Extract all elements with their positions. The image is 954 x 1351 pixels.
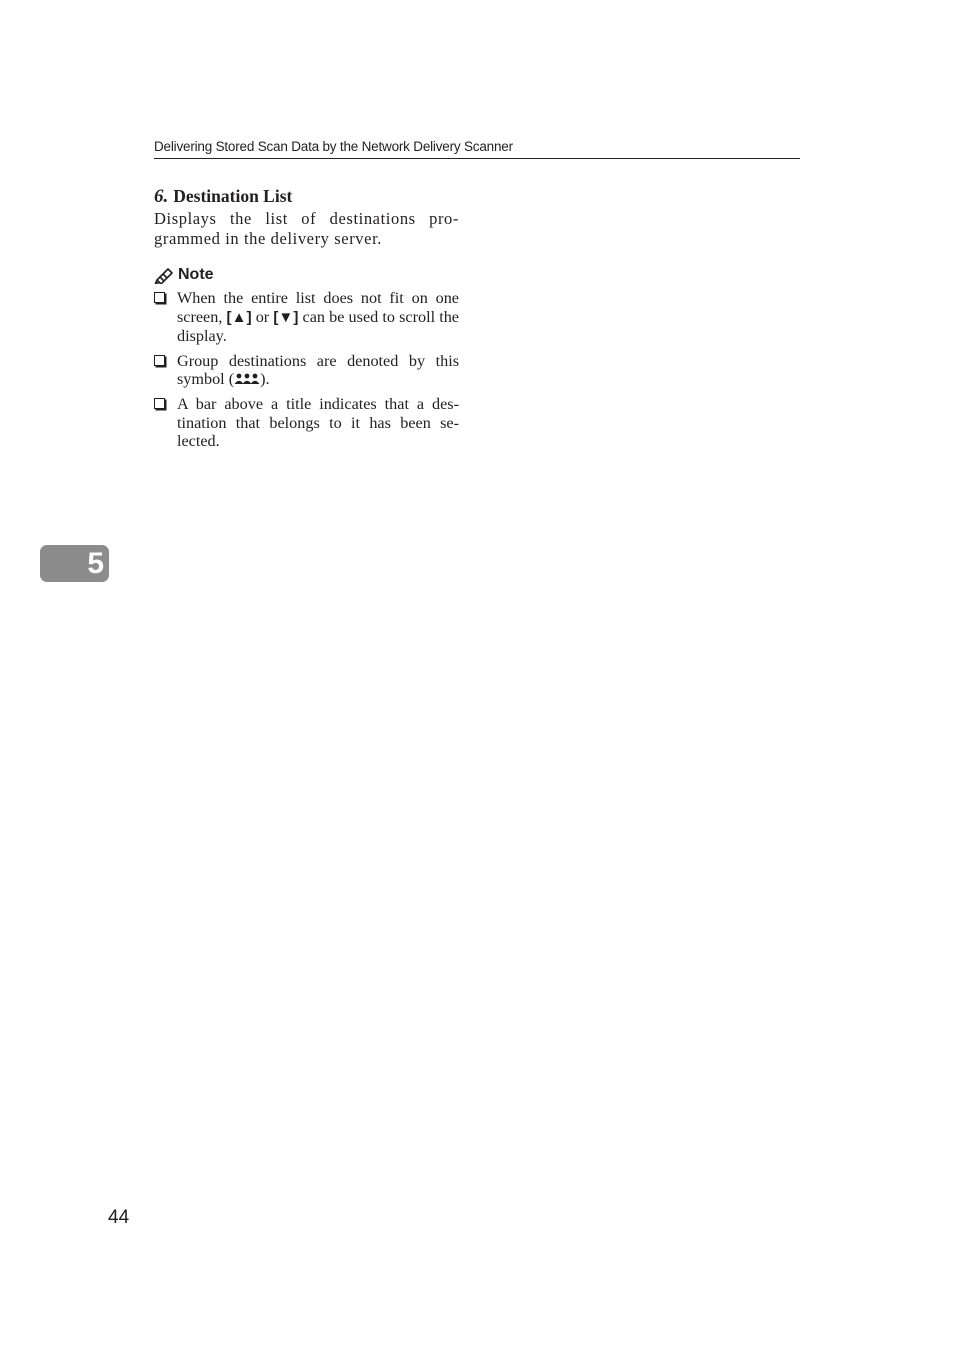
checkbox-bullet-icon xyxy=(154,292,165,303)
note-item: Group destinations are denoted by this symbol ( ). xyxy=(154,352,459,389)
checkbox-bullet-icon xyxy=(154,398,165,409)
note-item: A bar above a title indicates that a des-tination that belongs to it has been se-lected. xyxy=(154,395,459,451)
down-key-label: [▼] xyxy=(273,308,299,326)
page-number: 44 xyxy=(108,1207,130,1228)
note-list xyxy=(154,289,459,451)
section-destination-list xyxy=(154,184,459,457)
running-head: Delivering Stored Scan Data by the Network Delivery Scanner xyxy=(154,138,800,159)
section-description: Displays the list of destinations pro-grammed in the delivery server. xyxy=(154,209,459,248)
chapter-number: 5 xyxy=(87,546,104,580)
checkbox-bullet-icon xyxy=(154,355,165,366)
group-destination-icon xyxy=(234,373,260,385)
chapter-tab xyxy=(40,545,109,582)
note-label: Note xyxy=(178,266,214,283)
note-heading xyxy=(154,264,459,286)
section-title: Destination List xyxy=(173,186,293,206)
up-key-label: [▲] xyxy=(226,308,252,326)
section-number: 6. xyxy=(154,186,169,207)
section-heading xyxy=(154,184,459,209)
pencil-icon xyxy=(154,267,174,284)
note-item: When the entire list does not fit on one screen, [▲] or [▼] can be used to scroll the display. xyxy=(154,289,459,346)
